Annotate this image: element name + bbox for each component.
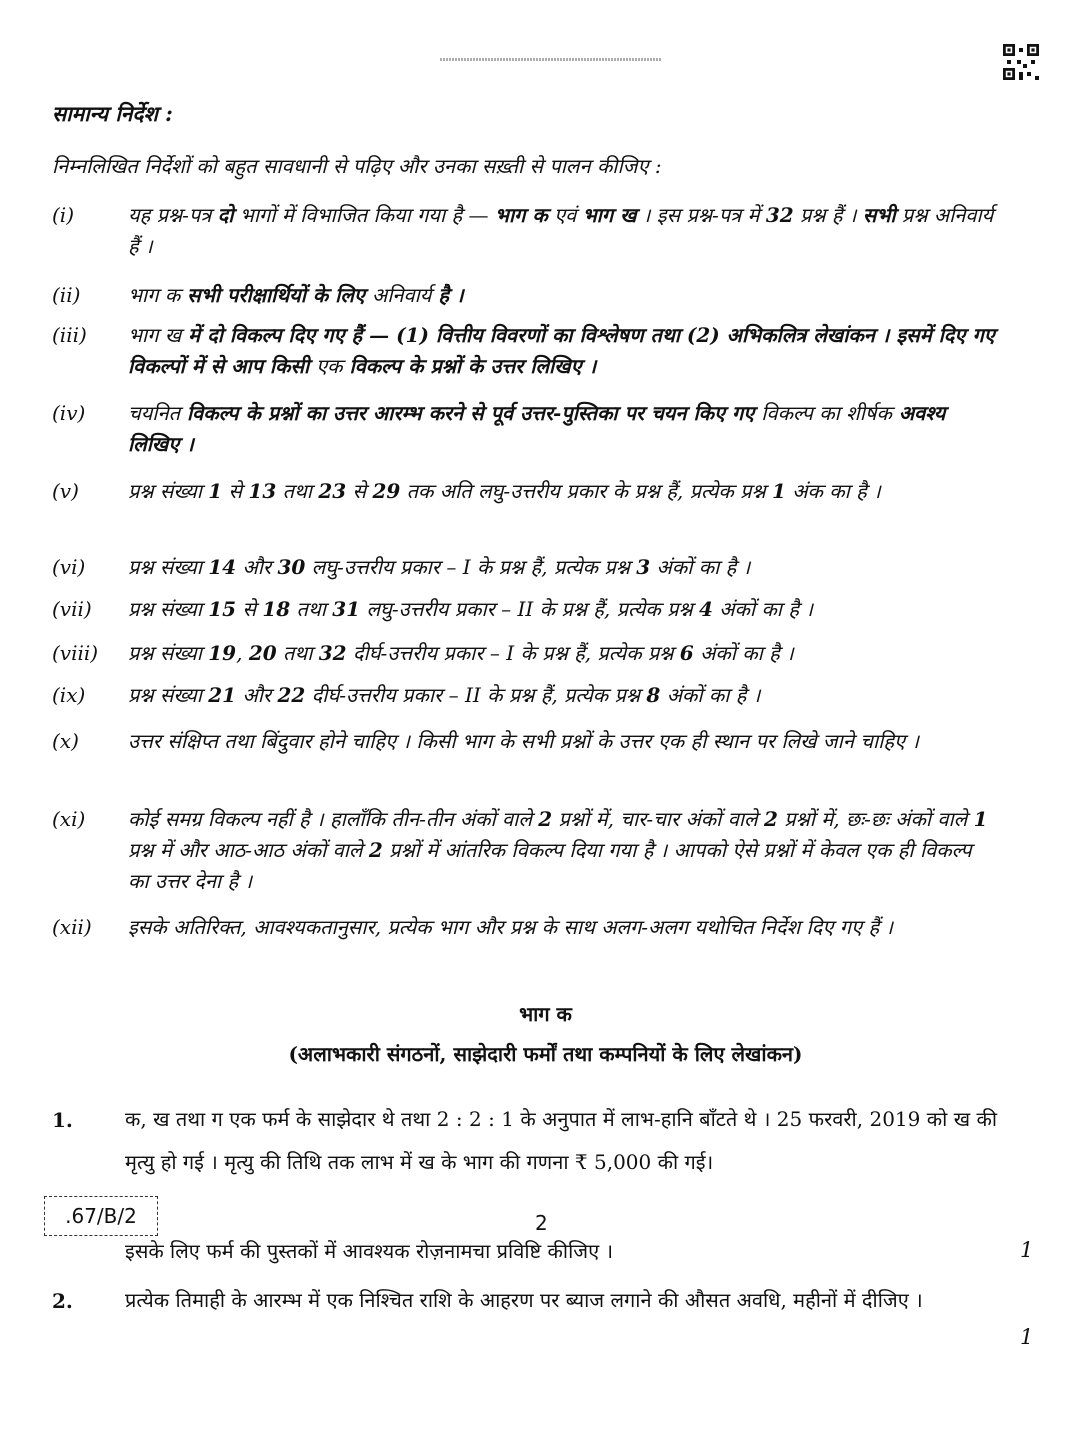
instruction-segment: उत्तर संक्षिप्त तथा बिंदुवार होने चाहिए । किसी भाग के सभी प्रश्नों के उत्तर एक ही स्थान पर लिखे जाने चाहिए । [128, 729, 919, 753]
instruction-segment: और [236, 555, 278, 579]
instruction-number: (xii) [52, 915, 92, 939]
instruction-emphasis: 14 [208, 555, 237, 579]
instruction-segment: चयनित [128, 401, 180, 425]
instruction-segment: अनिवार्य [371, 283, 432, 307]
instruction-emphasis: अवश्य लिखिए । [128, 401, 946, 456]
instruction-segment: इसके अतिरिक्त, आवश्यकतानुसार, प्रत्येक भाग और प्रश्न के साथ अलग-अलग यथोचित निर्देश दिए गए हैं । [128, 915, 894, 939]
instruction-emphasis: दो [217, 203, 234, 227]
instruction-emphasis: 8 [646, 683, 661, 707]
instruction-segment: अंक का है । [785, 479, 881, 503]
instructions-lead: निम्नलिखित निर्देशों को बहुत सावधानी से पढ़िए और उनका सख़्ती से पालन कीजिए : [52, 154, 662, 178]
instruction-segment: तथा [290, 597, 333, 621]
instruction-segment: अंकों का है । [693, 641, 794, 665]
instruction-emphasis: 3 [636, 555, 651, 579]
instruction-text [128, 680, 998, 711]
instruction-segment: दीर्घ-उत्तरीय प्रकार – II के प्रश्न हैं, प्रत्येक प्रश्न [305, 683, 647, 707]
instruction-segment: प्रश्नों में, चार-चार अंकों वाले [552, 807, 764, 831]
instruction-text [128, 726, 998, 757]
instruction-text [128, 594, 998, 625]
instruction-emphasis: है । [431, 283, 464, 307]
instruction-number: (i) [52, 203, 75, 227]
question-number: 2. [52, 1289, 73, 1313]
instruction-emphasis: 30 [277, 555, 306, 579]
instruction-number: (v) [52, 479, 79, 503]
instruction-emphasis: में दो विकल्प दिए गए हैं — (1) वित्तीय विवरणों का विश्लेषण तथा (2) अभिकलित्र लेखांकन । इसमें दिए गए विकल्पों में से आप किसी [128, 323, 995, 378]
instruction-segment: तथा [276, 479, 319, 503]
instruction-emphasis: सभी परीक्षार्थियों के लिए [180, 283, 372, 307]
instruction-emphasis: 32 [765, 203, 794, 227]
instruction-emphasis: 1 [771, 479, 786, 503]
instruction-segment: प्रश्न हैं । [793, 203, 863, 227]
instruction-text [128, 398, 998, 460]
instruction-number: (x) [52, 729, 79, 753]
instruction-segment: प्रश्नों में आंतरिक विकल्प दिया गया है । आपको ऐसे प्रश्नों में केवल एक ही विकल्प का उत्तर देना है । [128, 838, 972, 893]
instruction-text [128, 476, 998, 507]
header-code-strip [440, 58, 662, 61]
instruction-number: (iv) [52, 401, 86, 425]
instruction-text [128, 552, 998, 583]
instruction-segment: से [222, 479, 249, 503]
instruction-segment: प्रश्नों में, छः-छः अंकों वाले [777, 807, 974, 831]
instruction-segment: प्रश्न संख्या [128, 479, 209, 503]
instruction-segment: कोई समग्र विकल्प नहीं है । हालाँकि तीन-तीन अंकों वाले [128, 807, 539, 831]
instruction-emphasis: 2 [538, 807, 553, 831]
instruction-text [128, 280, 998, 311]
part-subheading: (अलाभकारी संगठनों, साझेदारी फर्मों तथा कम्पनियों के लिए लेखांकन) [288, 1042, 803, 1066]
instruction-emphasis: 29 [372, 479, 401, 503]
instruction-emphasis: भाग क [494, 203, 548, 227]
instruction-segment: प्रश्न संख्या [128, 683, 209, 707]
instruction-emphasis: 23 [318, 479, 347, 503]
instruction-emphasis: 2 [763, 807, 778, 831]
instruction-segment: लघु-उत्तरीय प्रकार – II के प्रश्न हैं, प्रत्येक प्रश्न [360, 597, 699, 621]
instruction-segment: , [236, 641, 249, 665]
instruction-number: (ii) [52, 283, 81, 307]
instruction-emphasis: सभी [862, 203, 896, 227]
instruction-segment: तक अति लघु-उत्तरीय प्रकार के प्रश्न हैं, प्रत्येक प्रश्न [400, 479, 772, 503]
instruction-emphasis: भाग ख [582, 203, 637, 227]
instruction-number: (iii) [52, 323, 87, 347]
instruction-emphasis: 21 [208, 683, 237, 707]
instruction-number: (ix) [52, 683, 86, 707]
instruction-text [128, 200, 998, 262]
instruction-segment: प्रश्न संख्या [128, 555, 209, 579]
instruction-segment: अंकों का है । [712, 597, 813, 621]
instruction-number: (viii) [52, 641, 99, 665]
question-number: 1. [52, 1108, 73, 1132]
instruction-segment: भाग ख [128, 323, 182, 347]
instruction-emphasis: 22 [277, 683, 306, 707]
question-text: प्रत्येक तिमाही के आरम्भ में एक निश्चित राशि के आहरण पर ब्याज लगाने की औसत अवधि, महीनों में दीजिए । [125, 1288, 923, 1312]
instruction-segment: से [346, 479, 373, 503]
instruction-emphasis: 15 [208, 597, 237, 621]
instruction-emphasis: 13 [248, 479, 277, 503]
instruction-emphasis: 6 [679, 641, 694, 665]
instruction-emphasis: विकल्प के प्रश्नों के उत्तर लिखिए । [342, 354, 597, 378]
page-number: 2 [535, 1211, 548, 1235]
part-heading: भाग क [519, 1002, 572, 1026]
instruction-emphasis: 4 [698, 597, 713, 621]
instruction-text [128, 804, 998, 897]
instruction-emphasis: 1 [973, 807, 988, 831]
instruction-segment: प्रश्न संख्या [128, 641, 209, 665]
instruction-number: (vi) [52, 555, 86, 579]
instruction-emphasis: 20 [248, 641, 277, 665]
instruction-segment: प्रश्न में और आठ-आठ अंकों वाले [128, 838, 369, 862]
question-text: क, ख तथा ग एक फर्म के साझेदार थे तथा 2 : 2 : 1 के अनुपात में लाभ-हानि बाँटते थे । 25 फरवरी, 2019 को ख की मृत्यु हो गई । मृत्यु की तिथि तक लाभ में ख के भाग की गणना ₹ 5,000 की गई। [125, 1107, 997, 1174]
instruction-emphasis: 31 [332, 597, 361, 621]
instruction-segment: भाग क [128, 283, 181, 307]
instruction-segment: अंकों का है । [660, 683, 761, 707]
instruction-number: (vii) [52, 597, 92, 621]
question-marks: 1 [1020, 1238, 1034, 1262]
instruction-text [128, 912, 998, 943]
instruction-segment: दीर्घ-उत्तरीय प्रकार – I के प्रश्न हैं, प्रत्येक प्रश्न [346, 641, 680, 665]
qr-code-icon [1003, 44, 1039, 80]
general-instructions-title: सामान्य निर्देश : [52, 101, 173, 126]
instruction-segment: तथा [276, 641, 319, 665]
instruction-segment: प्रश्न संख्या [128, 597, 209, 621]
instruction-segment: और [236, 683, 278, 707]
question-subtext: इसके लिए फर्म की पुस्तकों में आवश्यक रोज़नामचा प्रविष्टि कीजिए । [125, 1239, 614, 1263]
instruction-emphasis: 32 [318, 641, 347, 665]
question-marks: 1 [1020, 1325, 1034, 1349]
instruction-segment: विकल्प का शीर्षक [761, 401, 892, 425]
instruction-emphasis: 19 [208, 641, 237, 665]
instruction-segment: एवं [547, 203, 583, 227]
instruction-emphasis: 1 [208, 479, 223, 503]
instruction-segment: प्रश्न अनिवार्य हैं । [128, 203, 994, 258]
instruction-emphasis: 2 [368, 838, 383, 862]
instruction-segment: यह प्रश्न-पत्र [128, 203, 218, 227]
instruction-segment: । इस प्रश्न-पत्र में [636, 203, 766, 227]
instruction-segment: से [236, 597, 263, 621]
instruction-segment: लघु-उत्तरीय प्रकार – I के प्रश्न हैं, प्रत्येक प्रश्न [305, 555, 637, 579]
instruction-number: (xi) [52, 807, 86, 831]
instruction-segment: भागों में विभाजित किया गया है — [233, 203, 495, 227]
paper-code: .67/B/2 [44, 1196, 158, 1236]
instruction-emphasis: विकल्प के प्रश्नों का उत्तर आरम्भ करने से पूर्व उत्तर-पुस्तिका पर चयन किए गए [179, 401, 762, 425]
instruction-text [128, 638, 998, 669]
instruction-segment: एक [316, 354, 343, 378]
instruction-text [128, 320, 998, 382]
instruction-emphasis: 18 [262, 597, 291, 621]
instruction-segment: अंकों का है । [650, 555, 751, 579]
